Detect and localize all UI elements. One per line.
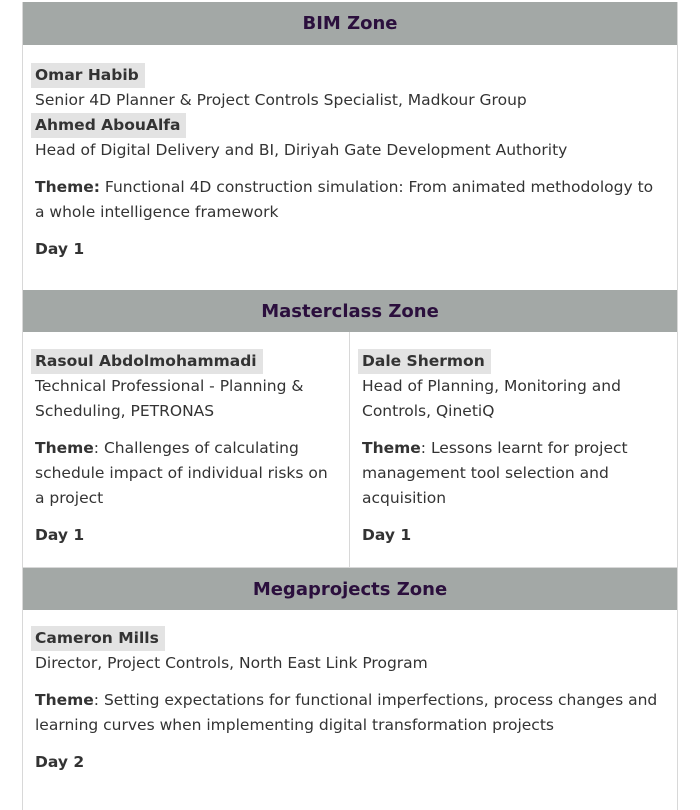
agenda-table: [22, 2, 678, 810]
bim-zone-cell: [23, 45, 677, 290]
theme-label: Theme:: [35, 178, 100, 196]
speaker-name: Dale Shermon: [358, 349, 491, 374]
theme-text: : Challenges of calculating schedule impact of individual risks on a project: [35, 439, 328, 507]
theme-label: Theme: [35, 691, 94, 709]
theme-text: : Setting expectations for functional imperfections, process changes and learning curves when implementing digital transformation projects: [35, 691, 658, 734]
session-day: Day 1: [362, 526, 412, 544]
bim-zone-header: BIM Zone: [23, 2, 677, 45]
speaker-title-line: Scheduling, PETRONAS: [35, 402, 215, 420]
speaker-name: Ahmed AbouAlfa: [31, 113, 186, 138]
speaker-title: Senior 4D Planner & Project Controls Specialist, Madkour Group: [35, 91, 527, 109]
session-theme: [35, 175, 665, 225]
speaker-title-line: Head of Planning, Monitoring and: [362, 377, 621, 395]
masterclass-zone-header: Masterclass Zone: [23, 290, 677, 332]
speaker-name: Cameron Mills: [31, 626, 165, 651]
megaprojects-zone-header: Megaprojects Zone: [23, 568, 677, 610]
masterclass-zone-row: [23, 332, 677, 568]
session-day: Day 1: [35, 240, 85, 258]
speaker-title-line: Controls, QinetiQ: [362, 402, 495, 420]
session-theme: [35, 688, 665, 738]
speaker-title: Head of Digital Delivery and BI, Diriyah Gate Development Authority: [35, 141, 568, 159]
masterclass-right-cell: [350, 332, 677, 567]
theme-text: Functional 4D construction simulation: From animated methodology to a whole intelligence framework: [35, 178, 654, 221]
session-day: Day 1: [35, 526, 85, 544]
theme-label: Theme: [362, 439, 421, 457]
speaker-title: Director, Project Controls, North East Link Program: [35, 654, 428, 672]
speaker-title-line: Technical Professional - Planning &: [35, 377, 304, 395]
theme-label: Theme: [35, 439, 94, 457]
session-day: Day 2: [35, 753, 85, 771]
speaker-name: Rasoul Abdolmohammadi: [31, 349, 263, 374]
session-theme: [362, 436, 665, 511]
session-theme: [35, 436, 337, 511]
masterclass-left-cell: [23, 332, 350, 567]
speaker-name: Omar Habib: [31, 63, 145, 88]
theme-text: : Lessons learnt for project management tool selection and acquisition: [362, 439, 628, 507]
megaprojects-zone-cell: [23, 610, 677, 810]
